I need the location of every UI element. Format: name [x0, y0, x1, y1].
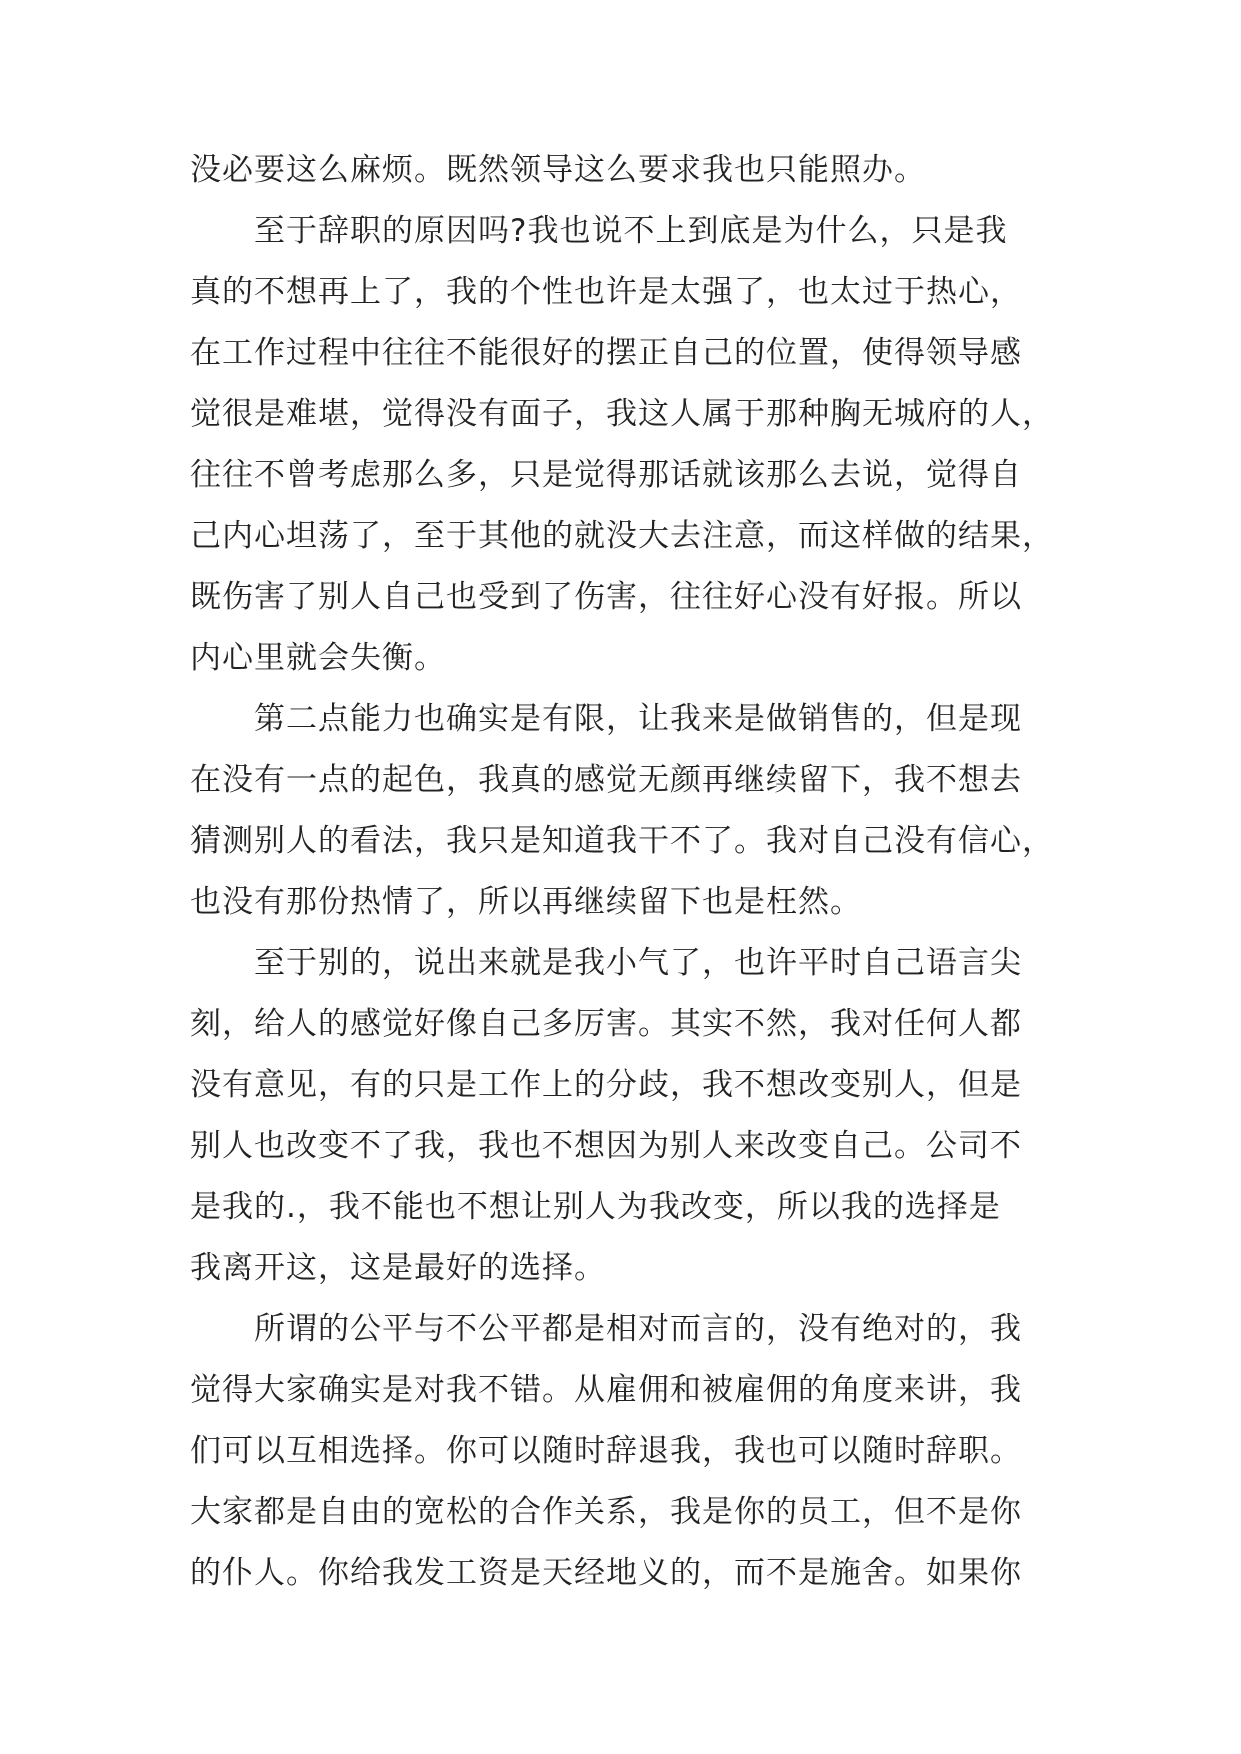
text-line: 至于辞职的原因吗?我也说不上到底是为什么，只是我: [190, 213, 1008, 249]
text-line: 觉得大家确实是对我不错。从雇佣和被雇佣的角度来讲，我: [190, 1372, 1022, 1408]
text-line: 猜测别人的看法，我只是知道我干不了。我对自己没有信心，: [190, 823, 1054, 859]
text-line: 第二点能力也确实是有限，让我来是做销售的，但是现: [190, 701, 1022, 737]
document-page: [190, 140, 1060, 1604]
text-line: 所谓的公平与不公平都是相对而言的，没有绝对的，我: [190, 1311, 1022, 1347]
text-line: 觉很是难堪，觉得没有面子，我这人属于那种胸无城府的人，: [190, 396, 1054, 432]
text-line: 真的不想再上了，我的个性也许是太强了，也太过于热心，: [190, 274, 1022, 310]
text-line: 在工作过程中往往不能很好的摆正自己的位置，使得领导感: [190, 335, 1022, 371]
text-line: 的仆人。你给我发工资是天经地义的，而不是施舍。如果你: [190, 1555, 1022, 1591]
text-line: 往往不曾考虑那么多，只是觉得那话就该那么去说，觉得自: [190, 457, 1022, 493]
text-line: 在没有一点的起色，我真的感觉无颜再继续留下，我不想去: [190, 762, 1022, 798]
text-line: 别人也改变不了我，我也不想因为别人来改变自己。公司不: [190, 1128, 1022, 1164]
text-line: 没必要这么麻烦。既然领导这么要求我也只能照办。: [190, 152, 926, 188]
text-line: 内心里就会失衡。: [190, 640, 446, 676]
text-line: 是我的.，我不能也不想让别人为我改变，所以我的选择是: [190, 1189, 1001, 1225]
text-line: 我离开这，这是最好的选择。: [190, 1250, 606, 1286]
text-line: 至于别的，说出来就是我小气了，也许平时自己语言尖: [190, 945, 1022, 981]
text-line: 大家都是自由的宽松的合作关系，我是你的员工，但不是你: [190, 1494, 1022, 1530]
text-line: 没有意见，有的只是工作上的分歧，我不想改变别人，但是: [190, 1067, 1022, 1103]
text-line: 也没有那份热情了，所以再继续留下也是枉然。: [190, 884, 862, 920]
text-line: 刻，给人的感觉好像自己多厉害。其实不然，我对任何人都: [190, 1006, 1022, 1042]
text-line: 既伤害了别人自己也受到了伤害，往往好心没有好报。所以: [190, 579, 1022, 615]
text-line: 们可以互相选择。你可以随时辞退我，我也可以随时辞职。: [190, 1433, 1022, 1469]
text-line: 己内心坦荡了，至于其他的就没大去注意，而这样做的结果，: [190, 518, 1054, 554]
